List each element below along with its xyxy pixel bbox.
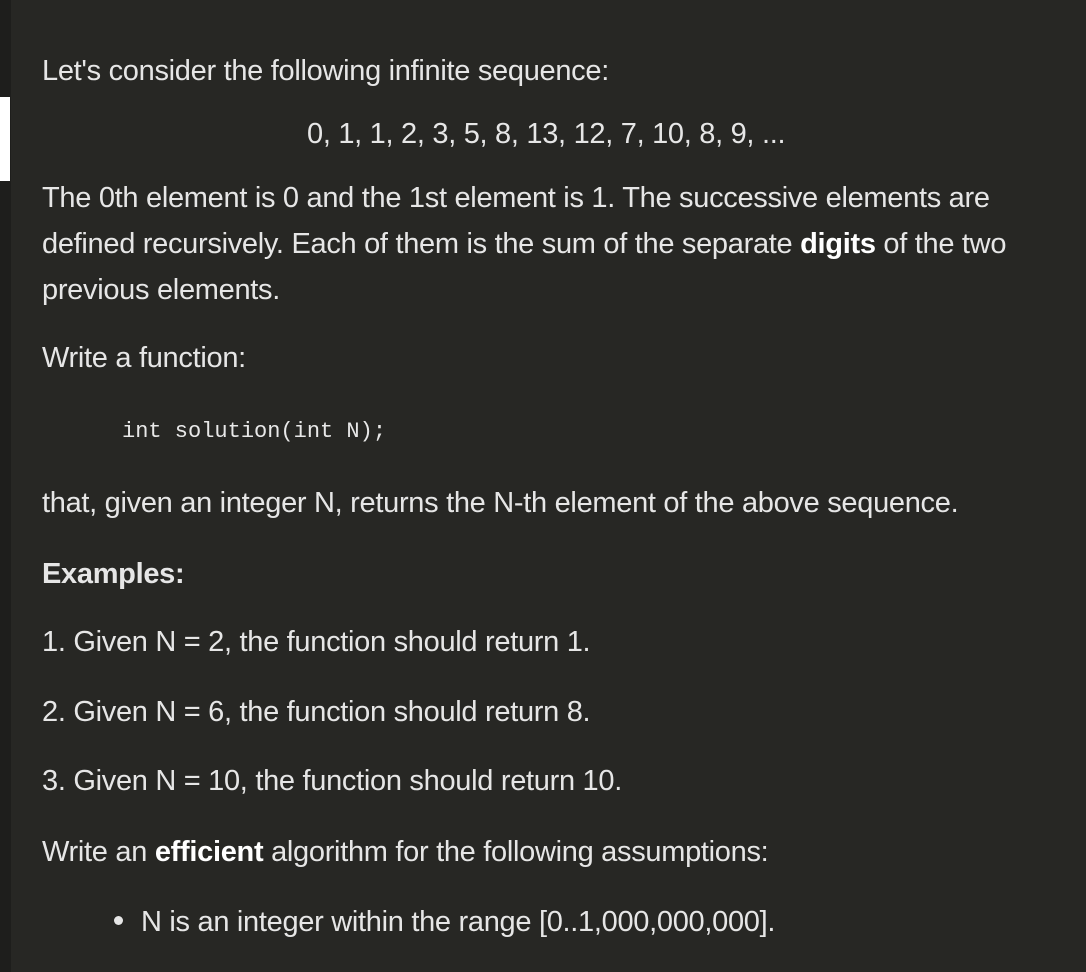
example-item: 1. Given N = 2, the function should return 1. <box>42 626 591 658</box>
efficiency-bold-text: efficient <box>154 836 264 868</box>
description-paragraph <box>42 175 1072 313</box>
description-bold-text: digits <box>800 228 876 260</box>
example-item: 2. Given N = 6, the function should return 8. <box>42 696 591 728</box>
requirement-text: that, given an integer N, returns the N-th element of the above sequence. <box>42 487 959 519</box>
code-signature: int solution(int N); <box>122 419 387 444</box>
intro-text: Let's consider the following infinite sequence: <box>42 55 609 87</box>
efficiency-text <box>42 829 768 875</box>
sequence-text: 0, 1, 1, 2, 3, 5, 8, 13, 12, 7, 10, 8, 9, ... <box>307 118 786 150</box>
examples-heading: Examples: <box>42 558 185 590</box>
bullet-icon <box>114 916 123 925</box>
assumption-item <box>114 899 775 945</box>
assumption-text: N is an integer within the range [0..1,000,000,000]. <box>141 906 776 938</box>
efficiency-text-end: algorithm for the following assumptions: <box>263 836 769 868</box>
example-item: 3. Given N = 10, the function should return 10. <box>42 765 622 797</box>
efficiency-text-start: Write an <box>42 836 155 868</box>
description-text-end: of the two previous elements. <box>42 228 1007 306</box>
write-function-text: Write a function: <box>42 342 246 374</box>
description-text: The 0th element is 0 and the 1st element is 1. The successive elements are defined recursively. Each of them is the sum of the separate <box>42 182 990 260</box>
scroll-indicator <box>0 97 10 181</box>
